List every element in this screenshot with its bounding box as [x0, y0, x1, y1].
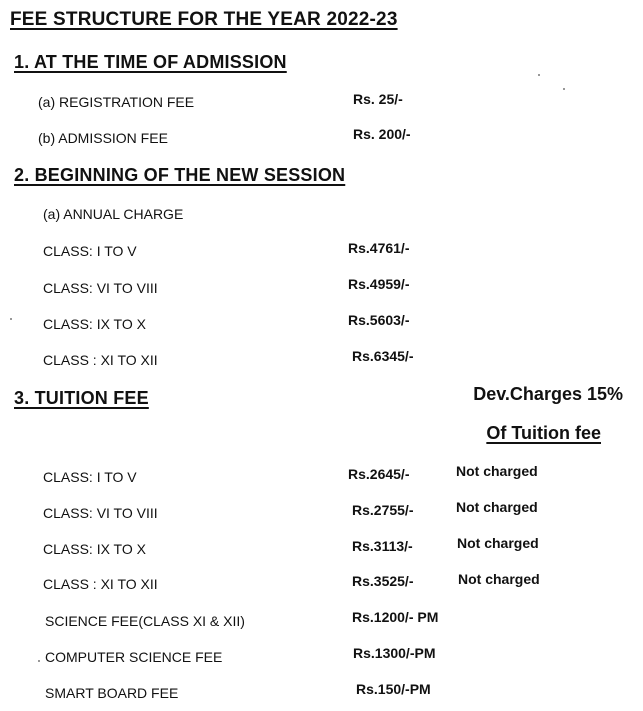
annual-charge-class-i-v-label: CLASS: I TO V [43, 243, 137, 259]
registration-fee-amount: Rs. 25/- [353, 91, 403, 107]
computer-science-fee-amount: Rs.1300/-PM [353, 645, 436, 661]
science-fee-amount: Rs.1200/- PM [352, 609, 439, 625]
annual-charge-class-vi-viii-label: CLASS: VI TO VIII [43, 280, 158, 296]
smart-board-fee-amount: Rs.150/-PM [356, 681, 431, 697]
annual-charge-class-i-v-amount: Rs.4761/- [348, 240, 410, 256]
tuition-class-xi-xii-dev-status: Not charged [458, 571, 540, 587]
tuition-class-ix-x-label: CLASS: IX TO X [43, 541, 146, 557]
tuition-class-ix-x-amount: Rs.3113/- [352, 538, 413, 554]
annual-charge-class-ix-x-label: CLASS: IX TO X [43, 316, 146, 332]
section-heading-admission: 1. AT THE TIME OF ADMISSION [14, 52, 287, 72]
science-fee-label: SCIENCE FEE(CLASS XI & XII) [45, 613, 245, 629]
computer-science-fee-label: COMPUTER SCIENCE FEE [45, 649, 223, 665]
annual-charge-class-vi-viii-amount: Rs.4959/- [348, 276, 410, 292]
tuition-class-xi-xii-label: CLASS : XI TO XII [43, 576, 158, 592]
annual-charge-label: (a) ANNUAL CHARGE [43, 206, 184, 222]
tuition-class-i-v-label: CLASS: I TO V [43, 469, 137, 485]
registration-fee-label: (a) REGISTRATION FEE [38, 94, 195, 110]
section-heading-new-session: 2. BEGINNING OF THE NEW SESSION [14, 165, 346, 185]
tuition-class-vi-viii-dev-status: Not charged [456, 499, 538, 515]
development-charges-subheading: Of Tuition fee [486, 423, 601, 443]
admission-fee-amount: Rs. 200/- [353, 126, 411, 142]
tuition-class-xi-xii-amount: Rs.3525/- [352, 573, 414, 589]
smart-board-fee-label: SMART BOARD FEE [45, 685, 179, 701]
scan-speck [563, 88, 565, 90]
section-heading-tuition-fee: 3. TUITION FEE [14, 388, 149, 408]
page-title: FEE STRUCTURE FOR THE YEAR 2022-23 [10, 9, 398, 30]
tuition-class-i-v-dev-status: Not charged [456, 463, 538, 479]
tuition-class-vi-viii-label: CLASS: VI TO VIII [43, 505, 158, 521]
annual-charge-class-xi-xii-amount: Rs.6345/- [352, 348, 414, 364]
tuition-class-i-v-amount: Rs.2645/- [348, 466, 410, 482]
tuition-class-vi-viii-amount: Rs.2755/- [352, 502, 414, 518]
tuition-class-ix-x-dev-status: Not charged [457, 535, 539, 551]
scan-speck [38, 660, 40, 662]
development-charges-heading: Dev.Charges 15% [473, 384, 623, 404]
annual-charge-class-ix-x-amount: Rs.5603/- [348, 312, 410, 328]
scan-speck [538, 74, 540, 76]
admission-fee-label: (b) ADMISSION FEE [38, 130, 168, 146]
annual-charge-class-xi-xii-label: CLASS : XI TO XII [43, 352, 158, 368]
scan-speck [10, 318, 12, 320]
